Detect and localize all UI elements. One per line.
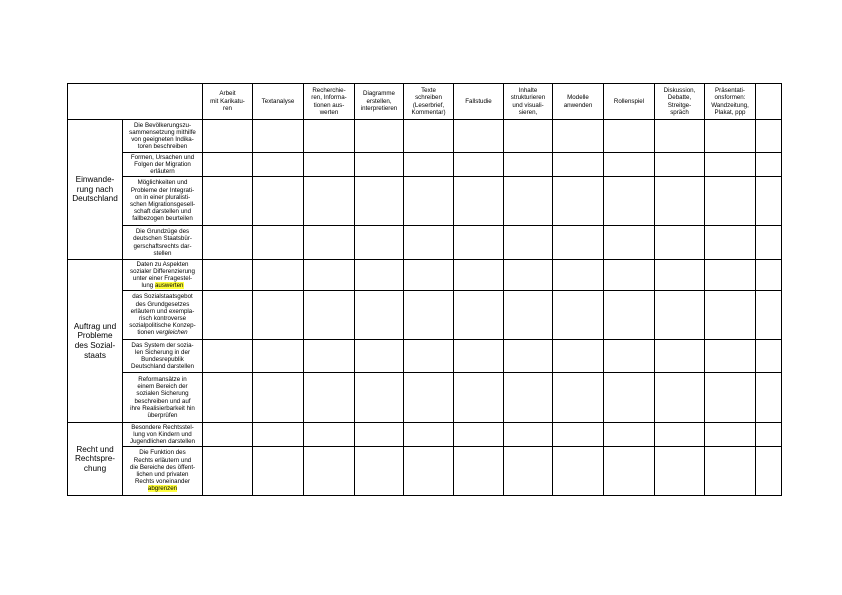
method-cell[interactable] <box>504 260 553 291</box>
table-row <box>68 447 782 496</box>
method-cell[interactable] <box>553 120 604 153</box>
method-cell[interactable] <box>655 423 705 447</box>
table-body <box>68 120 782 496</box>
method-cell[interactable] <box>304 120 355 153</box>
method-cell[interactable] <box>756 260 782 291</box>
method-cell[interactable] <box>504 120 553 153</box>
method-cell[interactable] <box>705 447 756 496</box>
method-cell[interactable] <box>604 423 655 447</box>
method-cell[interactable] <box>404 423 454 447</box>
column-header: Diagramme erstellen, interpretieren <box>355 84 404 120</box>
method-cell[interactable] <box>504 177 553 226</box>
method-cell[interactable] <box>504 153 553 177</box>
column-header: Texte schreiben (Leserbrief, Kommentar) <box>404 84 454 120</box>
method-cell[interactable] <box>756 447 782 496</box>
method-cell[interactable] <box>553 423 604 447</box>
method-cell[interactable] <box>304 177 355 226</box>
method-cell[interactable] <box>553 373 604 423</box>
table-row <box>68 423 782 447</box>
method-cell[interactable] <box>253 373 304 423</box>
column-header <box>756 84 782 120</box>
method-cell[interactable] <box>553 447 604 496</box>
method-cell[interactable] <box>655 447 705 496</box>
competency-cell: das Sozialstaatsgebot des Grundgesetzes erläutern und exempla- risch kontroverse sozialpolitische Konzep- tionen vergleichen <box>123 291 203 340</box>
method-cell[interactable] <box>304 260 355 291</box>
method-cell[interactable] <box>504 373 553 423</box>
method-cell[interactable] <box>553 153 604 177</box>
method-cell[interactable] <box>355 153 404 177</box>
highlighted-verb: abgrenzen <box>147 485 178 493</box>
method-cell[interactable] <box>756 423 782 447</box>
method-cell[interactable] <box>304 447 355 496</box>
method-cell[interactable] <box>253 260 304 291</box>
method-cell[interactable] <box>705 226 756 260</box>
method-cell[interactable] <box>604 260 655 291</box>
method-cell[interactable] <box>355 226 404 260</box>
table-row <box>68 340 782 373</box>
method-cell[interactable] <box>404 291 454 340</box>
method-cell[interactable] <box>604 340 655 373</box>
topic-cell: Einwande- rung nach Deutschland <box>68 120 123 260</box>
method-cell[interactable] <box>705 120 756 153</box>
method-cell[interactable] <box>253 177 304 226</box>
method-cell[interactable] <box>454 226 504 260</box>
method-cell[interactable] <box>253 423 304 447</box>
method-cell[interactable] <box>355 120 404 153</box>
column-header: Präsentati- onsformen: Wandzeitung, Plakat, ppp <box>705 84 756 120</box>
method-cell[interactable] <box>604 120 655 153</box>
method-cell[interactable] <box>203 291 253 340</box>
method-cell[interactable] <box>705 153 756 177</box>
method-cell[interactable] <box>504 340 553 373</box>
method-cell[interactable] <box>604 447 655 496</box>
competency-cell: Reformansätze in einem Bereich der sozialen Sicherung beschreiben und auf ihre Realisierbarkeit hin überprüfen <box>123 373 203 423</box>
method-cell[interactable] <box>604 177 655 226</box>
method-cell[interactable] <box>504 226 553 260</box>
method-cell[interactable] <box>504 447 553 496</box>
method-cell[interactable] <box>253 291 304 340</box>
method-cell[interactable] <box>203 120 253 153</box>
method-cell[interactable] <box>304 291 355 340</box>
competency-cell: Die Grundzüge des deutschen Staatsbür- gerschaftsrechts dar- stellen <box>123 226 203 260</box>
method-cell[interactable] <box>553 260 604 291</box>
method-cell[interactable] <box>203 226 253 260</box>
method-cell[interactable] <box>253 447 304 496</box>
competency-cell: Das System der sozia- len Sicherung in der Bundesrepublik Deutschland darstellen <box>123 340 203 373</box>
method-cell[interactable] <box>304 340 355 373</box>
topic-cell: Recht und Rechtspre- chung <box>68 423 123 496</box>
method-cell[interactable] <box>404 153 454 177</box>
method-cell[interactable] <box>404 120 454 153</box>
method-cell[interactable] <box>203 153 253 177</box>
method-cell[interactable] <box>404 373 454 423</box>
column-header: Textanalyse <box>253 84 304 120</box>
table-row <box>68 291 782 340</box>
method-cell[interactable] <box>203 260 253 291</box>
method-cell[interactable] <box>504 423 553 447</box>
method-cell[interactable] <box>705 373 756 423</box>
method-cell[interactable] <box>355 177 404 226</box>
column-header: Recherchie- ren, Informa- tionen aus- werten <box>304 84 355 120</box>
method-matrix-table <box>67 83 782 496</box>
topic-cell: Auftrag und Probleme des Sozial- staats <box>68 260 123 423</box>
method-cell[interactable] <box>404 226 454 260</box>
method-cell[interactable] <box>454 423 504 447</box>
method-cell[interactable] <box>553 177 604 226</box>
method-cell[interactable] <box>454 120 504 153</box>
competency-cell: Die Bevölkerungszu- sammensetzung mithilfe von geeigneten Indika- toren beschreiben <box>123 120 203 153</box>
method-cell[interactable] <box>655 373 705 423</box>
competency-cell: Formen, Ursachen und Folgen der Migration erläutern <box>123 153 203 177</box>
method-cell[interactable] <box>355 340 404 373</box>
method-cell[interactable] <box>604 373 655 423</box>
method-cell[interactable] <box>203 447 253 496</box>
method-cell[interactable] <box>404 177 454 226</box>
method-cell[interactable] <box>454 153 504 177</box>
method-cell[interactable] <box>355 447 404 496</box>
method-cell[interactable] <box>604 153 655 177</box>
method-cell[interactable] <box>355 260 404 291</box>
method-cell[interactable] <box>304 423 355 447</box>
method-cell[interactable] <box>454 340 504 373</box>
column-header: Diskussion, Debatte, Streitge- spräch <box>655 84 705 120</box>
method-cell[interactable] <box>705 260 756 291</box>
method-cell[interactable] <box>756 226 782 260</box>
method-cell[interactable] <box>655 177 705 226</box>
method-cell[interactable] <box>253 153 304 177</box>
method-cell[interactable] <box>604 226 655 260</box>
method-cell[interactable] <box>304 226 355 260</box>
method-cell[interactable] <box>756 373 782 423</box>
method-cell[interactable] <box>504 291 553 340</box>
method-cell[interactable] <box>203 177 253 226</box>
method-cell[interactable] <box>705 177 756 226</box>
method-cell[interactable] <box>454 291 504 340</box>
method-cell[interactable] <box>253 340 304 373</box>
column-header: Arbeit mit Karikatu- ren <box>203 84 253 120</box>
method-cell[interactable] <box>304 373 355 423</box>
method-cell[interactable] <box>705 423 756 447</box>
method-cell[interactable] <box>454 447 504 496</box>
italic-verb: vergleichen <box>155 329 188 337</box>
table-row <box>68 226 782 260</box>
method-cell[interactable] <box>655 120 705 153</box>
method-cell[interactable] <box>655 291 705 340</box>
competency-cell: Daten zu Aspekten sozialer Differenzierung unter einer Fragestel- lung auswerten <box>123 260 203 291</box>
method-cell[interactable] <box>454 373 504 423</box>
method-cell[interactable] <box>655 340 705 373</box>
method-cell[interactable] <box>203 340 253 373</box>
method-cell[interactable] <box>655 153 705 177</box>
competency-cell: Die Funktion des Rechts erläutern und die Bereiche des öffent- lichen und privaten Rechts voneinander abgrenzen <box>123 447 203 496</box>
method-cell[interactable] <box>203 423 253 447</box>
table-row <box>68 120 782 153</box>
method-cell[interactable] <box>705 291 756 340</box>
method-cell[interactable] <box>756 291 782 340</box>
method-cell[interactable] <box>404 447 454 496</box>
method-cell[interactable] <box>756 177 782 226</box>
corner-cell <box>68 84 203 120</box>
method-cell[interactable] <box>253 120 304 153</box>
method-cell[interactable] <box>604 291 655 340</box>
method-cell[interactable] <box>655 226 705 260</box>
method-cell[interactable] <box>553 291 604 340</box>
highlighted-verb: auswerten <box>154 282 184 290</box>
table-row <box>68 153 782 177</box>
competency-cell: Besondere Rechtsstel- lung von Kindern und Jugendlichen darstellen <box>123 423 203 447</box>
method-cell[interactable] <box>253 226 304 260</box>
table-row <box>68 177 782 226</box>
method-cell[interactable] <box>756 340 782 373</box>
method-cell[interactable] <box>355 423 404 447</box>
method-cell[interactable] <box>404 340 454 373</box>
column-header: Modelle anwenden <box>553 84 604 120</box>
method-cell[interactable] <box>355 373 404 423</box>
method-cell[interactable] <box>705 340 756 373</box>
method-cell[interactable] <box>553 340 604 373</box>
method-cell[interactable] <box>454 260 504 291</box>
header-row <box>68 84 782 120</box>
column-header: Fallstudie <box>454 84 504 120</box>
table-row <box>68 373 782 423</box>
column-header: Rollenspiel <box>604 84 655 120</box>
column-header: Inhalte strukturieren und visuali- sieren, <box>504 84 553 120</box>
method-cell[interactable] <box>553 226 604 260</box>
competency-cell: Möglichkeiten und Probleme der Integrati- on in einer pluralisti- schen Migrationsgesell- schaft darstellen und fallbezogen beurteilen <box>123 177 203 226</box>
method-cell[interactable] <box>304 153 355 177</box>
method-cell[interactable] <box>454 177 504 226</box>
method-cell[interactable] <box>655 260 705 291</box>
method-cell[interactable] <box>756 120 782 153</box>
method-cell[interactable] <box>756 153 782 177</box>
table-row <box>68 260 782 291</box>
method-cell[interactable] <box>203 373 253 423</box>
method-cell[interactable] <box>355 291 404 340</box>
method-cell[interactable] <box>404 260 454 291</box>
